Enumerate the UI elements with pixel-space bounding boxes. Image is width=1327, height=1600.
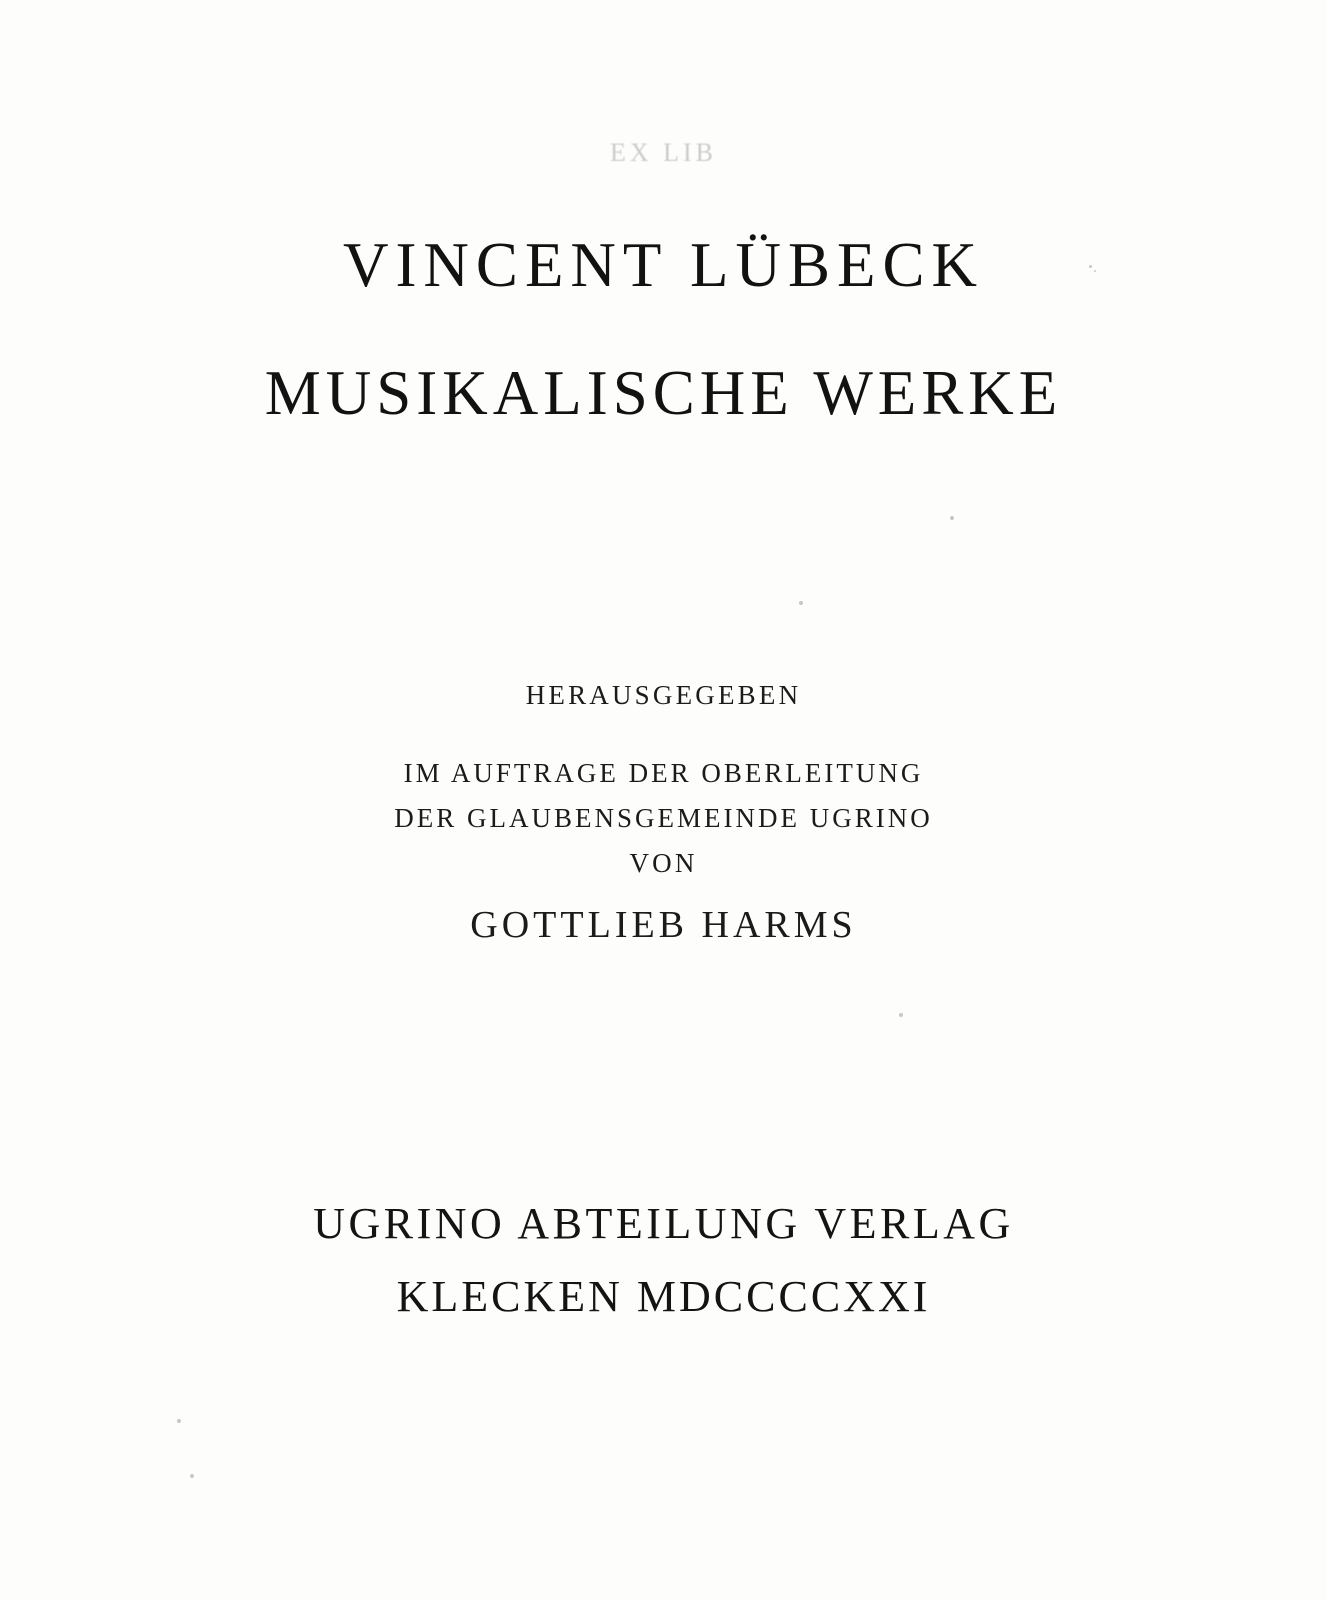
scan-speck [799, 601, 803, 605]
composer-name: VINCENT LÜBECK [342, 230, 985, 300]
editor-name: GOTTLIEB HARMS [470, 904, 857, 946]
scan-speck [1089, 265, 1092, 268]
published-label: HERAUSGEGEBEN [525, 680, 802, 710]
credits-block [0, 680, 1327, 947]
imprint-block [0, 1198, 1327, 1322]
scan-speck [190, 1474, 194, 1478]
scan-speck [1094, 270, 1096, 272]
work-title: MUSIKALISCHE WERKE [264, 358, 1063, 429]
library-stamp-mark: ЕХ LIB [609, 138, 718, 167]
scan-speck [950, 516, 954, 520]
commission-line-1: IM AUFTRAGE DER OBERLEITUNG [403, 758, 924, 788]
title-block [0, 230, 1327, 429]
place-and-year: KLECKEN MDCCCCXXI [396, 1272, 931, 1321]
scan-speck [899, 1013, 903, 1017]
publisher-name: UGRINO ABTEILUNG VERLAG [313, 1199, 1014, 1248]
commission-line-2: DER GLAUBENSGEMEINDE UGRINO [394, 803, 933, 833]
by-label: VON [629, 848, 698, 878]
scan-speck [177, 1419, 181, 1423]
